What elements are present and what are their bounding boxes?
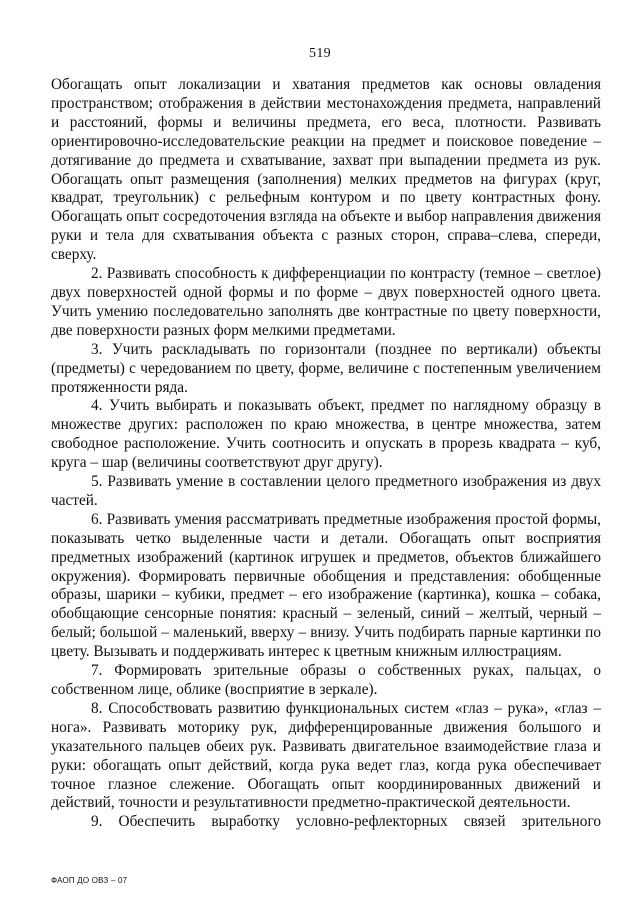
paragraph-8: 8. Способствовать развитию функциональных систем «глаз – рука», «глаз – нога». Развивать моторику рук, дифференцированные движения большого и указательного пальцев обеих рук. Развивать двигательное взаимодействие глаза и руки: обогащать опыт действий, когда рука ведет глаз, когда рука обеспечивает точное глазное слежение. Обогащать опыт координированных движений и действий, точности и результативности предметно-практической деятельности.: [51, 699, 601, 812]
paragraph-7: 7. Формировать зрительные образы о собственных руках, пальцах, о собственном лице, облике (восприятие в зеркале).: [51, 662, 601, 698]
paragraph-5: 5. Развивать умение в составлении целого предметного изображения из двух частей.: [51, 473, 601, 509]
paragraph-3: 3. Учить раскладывать по горизонтали (позднее по вертикали) объекты (предметы) с чередованием по цвету, форме, величине с постепенным увеличением протяженности ряда.: [51, 340, 601, 396]
paragraph-6: 6. Развивать умения рассматривать предметные изображения простой формы, показывать четко выделенные части и детали. Обогащать опыт восприятия предметных изображений (картинок игрушек и предметов, объектов ближайшего окружения). Формировать первичные обобщения и представления: обобщенные образы, шарики – кубики, предмет – его изображение (картинка), кошка – собака, обобщающие сенсорные понятия: красный – зеленый, синий – желтый, черный – белый; большой – маленький, вверху – внизу. Учить подбирать парные картинки по цвету. Вызывать и поддерживать интерес к цветным книжным иллюстрациям.: [51, 510, 601, 661]
document-body: [51, 76, 601, 832]
footer-document-code: ФАОП ДО ОВЗ – 07: [51, 876, 128, 885]
paragraph-2: 2. Развивать способность к дифференциации по контрасту (темное – светлое) двух поверхностей одной формы и по форме – двух поверхностей одного цвета. Учить умению последовательно заполнять две контрастные по цвету поверхности, две поверхности разных форм мелкими предметами.: [51, 265, 601, 339]
page-number: 519: [309, 46, 331, 61]
paragraph-4: 4. Учить выбирать и показывать объект, предмет по наглядному образцу в множестве других: расположен по краю множества, в центре множества, затем свободное расположение. Учить соотносить и опускать в прорезь квадрата – куб, круга – шар (величины соответствуют друг другу).: [51, 397, 601, 472]
paragraph-1: Обогащать опыт локализации и хватания предметов как основы овладения пространством; отображения в действии местонахождения предмета, направлений и расстояний, формы и величины предмета, его веса, плотности. Развивать ориентировочно-исследовательские реакции на предмет и поисковое поведение – дотягивание до предмета и схватывание, захват при выпадении предмета из рук. Обогащать опыт размещения (заполнения) мелких предметов на фигурах (круг, квадрат, треугольник) с рельефным контуром и по цвету контрастных фону. Обогащать опыт сосредоточения взгляда на объекте и выбор направления движения руки и тела для схватывания объекта с разных сторон, справа–слева, спереди, сверху.: [51, 76, 601, 264]
paragraph-9: 9. Обеспечить выработку условно-рефлекторных связей зрительного: [91, 813, 601, 831]
